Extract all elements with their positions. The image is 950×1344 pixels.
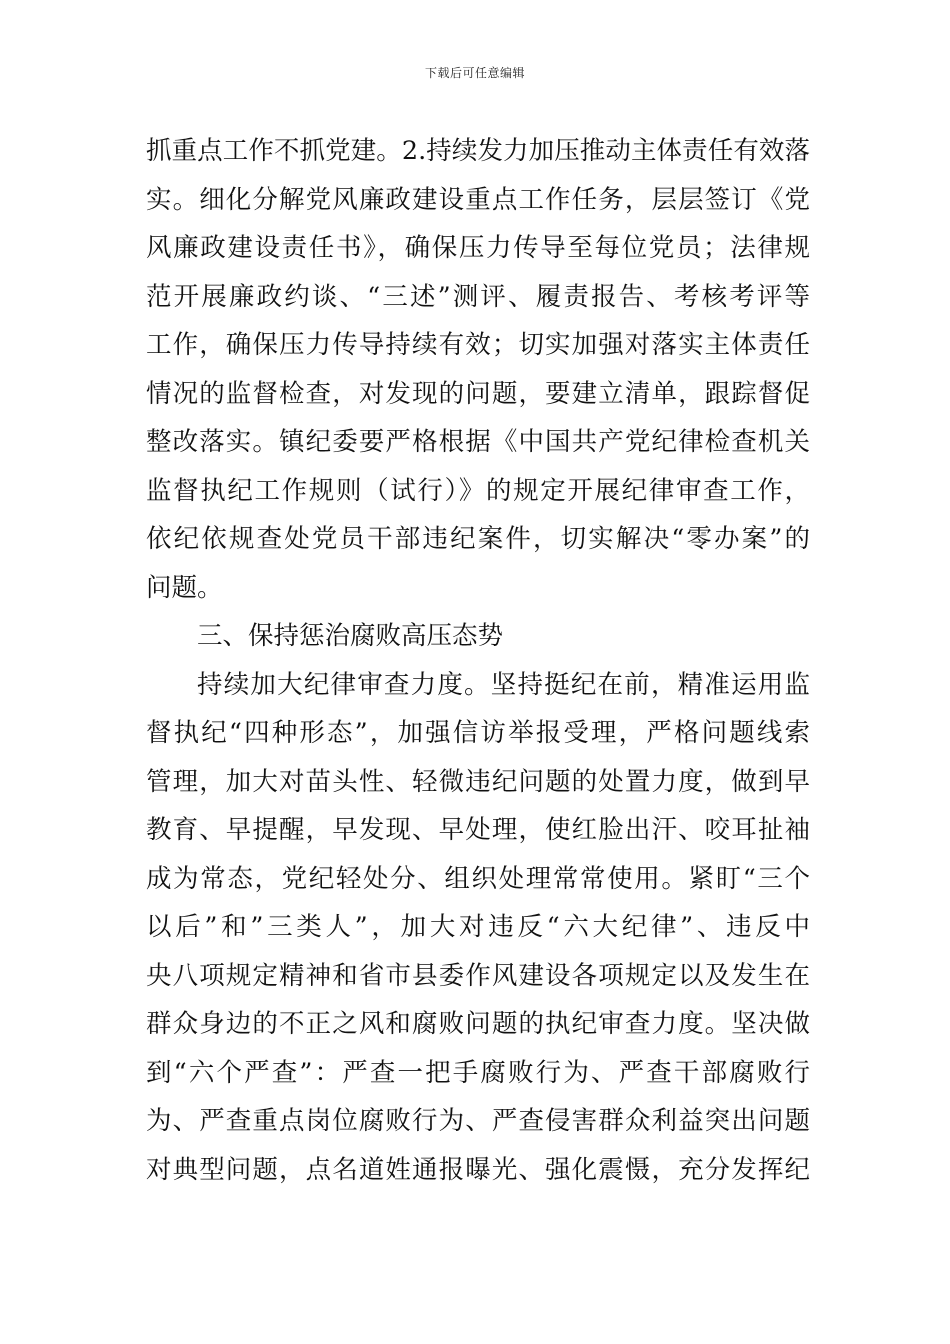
text-line: 央八项规定精神和省市县委作风建设各项规定以及发生在 [146,960,810,991]
text-line: 监督执纪工作规则（试行）》的规定开展纪律审查工作， [146,475,810,506]
text-line: 到“六个严查”：严查一把手腐败行为、严查干部腐败行 [146,1057,810,1088]
text-line: 群众身边的不正之风和腐败问题的执纪审查力度。坚决做 [146,1009,810,1039]
text-line: 对典型问题，点名道姓通报曝光、强化震慑，充分发挥纪 [146,1154,810,1185]
text-line: 工作，确保压力传导持续有效；切实加强对落实主体责任 [146,330,810,360]
text-line: 实。细化分解党风廉政建设重点工作任务，层层签订《党 [146,184,810,215]
page-header: 下载后可任意编辑 [424,66,525,80]
text-line: 整改落实。镇纪委要严格根据《中国共产党纪律检查机关 [146,427,810,457]
body-text [146,127,810,1194]
text-line: 成为常态，党纪轻处分、组织处理常常使用。紧盯“三个 [146,863,810,894]
text-line: 情况的监督检查，对发现的问题，要建立清单，跟踪督促 [146,378,810,409]
text-line: 问题。 [146,572,223,603]
text-line: 依纪依规查处党员干部违纪案件，切实解决“零办案”的 [146,524,810,554]
text-line: 三、保持惩治腐败高压态势 [197,621,504,651]
text-line: 为、严查重点岗位腐败行为、严查侵害群众利益突出问题 [146,1106,810,1136]
text-line: 教育、早提醒，早发现、早处理，使红脸出汗、咬耳扯袖 [146,815,810,845]
text-line: 以后”和”三类人”，加大对违反“六大纪律”、违反中 [146,912,810,942]
text-line: 风廉政建设责任书》，确保压力传导至每位党员；法律规 [146,233,810,263]
text-line: 范开展廉政约谈、“三述”测评、履责报告、考核考评等 [146,281,810,312]
text-line: 抓重点工作不抓党建。2.持续发力加压推动主体责任有效落 [146,136,810,166]
text-line: 管理，加大对苗头性、轻微违纪问题的处置力度，做到早 [146,766,810,797]
text-line: 督执纪“四种形态”，加强信访举报受理，严格问题线索 [146,718,810,748]
text-line: 持续加大纪律审查力度。坚持挺纪在前，精准运用监 [197,669,810,700]
